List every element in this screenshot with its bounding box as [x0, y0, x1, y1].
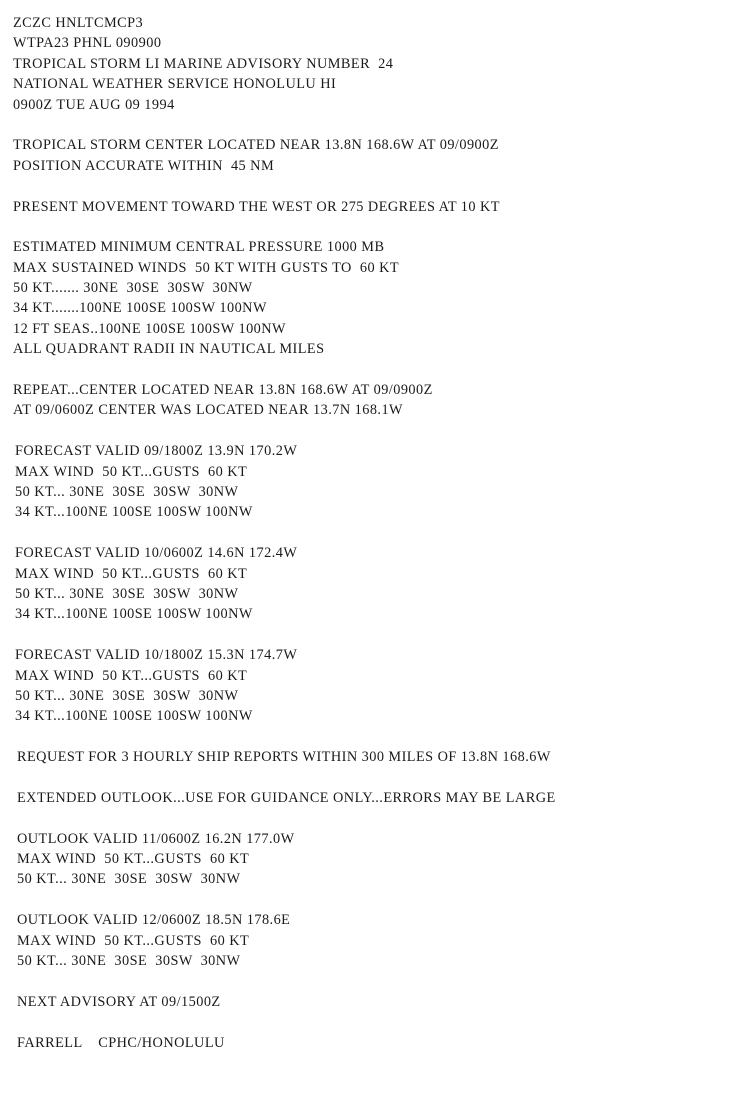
- advisory-line: ESTIMATED MINIMUM CENTRAL PRESSURE 1000 MB: [13, 239, 385, 256]
- advisory-line: FORECAST VALID 10/1800Z 15.3N 174.7W: [15, 647, 298, 664]
- advisory-line: 34 KT.......100NE 100SE 100SW 100NW: [13, 300, 267, 317]
- blank-line: [13, 217, 718, 237]
- blank-line: [13, 808, 718, 828]
- advisory-line: ZCZC HNLTCMCP3: [13, 15, 144, 31]
- advisory-line: 50 KT... 30NE 30SE 30SW 30NW: [15, 687, 239, 704]
- advisory-line: REPEAT...CENTER LOCATED NEAR 13.8N 168.6W AT 09/0900Z: [13, 382, 433, 399]
- blank-line: [13, 890, 718, 910]
- advisory-line: TROPICAL STORM LI MARINE ADVISORY NUMBER 24: [13, 55, 394, 72]
- advisory-line: FORECAST VALID 09/1800Z 13.9N 170.2W: [15, 443, 298, 460]
- advisory-line: MAX WIND 50 KT...GUSTS 60 KT: [17, 851, 250, 868]
- blank-line: [13, 523, 718, 543]
- blank-line: [13, 360, 718, 380]
- advisory-line: NEXT ADVISORY AT 09/1500Z: [17, 993, 221, 1010]
- advisory-line: PRESENT MOVEMENT TOWARD THE WEST OR 275 DEGREES AT 10 KT: [13, 198, 500, 215]
- blank-line: [13, 421, 718, 441]
- advisory-line: WTPA23 PHNL 090900: [13, 35, 162, 52]
- advisory-line: 50 KT... 30NE 30SE 30SW 30NW: [15, 483, 239, 500]
- advisory-line: OUTLOOK VALID 11/0600Z 16.2N 177.0W: [17, 830, 295, 847]
- blank-line: [13, 115, 718, 135]
- blank-line: [13, 176, 718, 196]
- advisory-line: 34 KT...100NE 100SE 100SW 100NW: [15, 708, 253, 725]
- advisory-line: FORECAST VALID 10/0600Z 14.6N 172.4W: [15, 545, 298, 562]
- blank-line: [13, 767, 718, 787]
- advisory-line: MAX SUSTAINED WINDS 50 KT WITH GUSTS TO 60 KT: [13, 259, 400, 276]
- advisory-line: 50 KT... 30NE 30SE 30SW 30NW: [17, 952, 241, 969]
- advisory-line: 50 KT... 30NE 30SE 30SW 30NW: [15, 585, 239, 602]
- advisory-line: REQUEST FOR 3 HOURLY SHIP REPORTS WITHIN 300 MILES OF 13.8N 168.6W: [17, 749, 551, 766]
- advisory-line: 50 KT....... 30NE 30SE 30SW 30NW: [13, 280, 253, 297]
- advisory-line: 0900Z TUE AUG 09 1994: [13, 96, 175, 113]
- advisory-line: MAX WIND 50 KT...GUSTS 60 KT: [15, 667, 248, 684]
- advisory-line: NATIONAL WEATHER SERVICE HONOLULU HI: [13, 76, 337, 93]
- advisory-line: TROPICAL STORM CENTER LOCATED NEAR 13.8N 168.6W AT 09/0900Z: [13, 137, 499, 154]
- advisory-line: OUTLOOK VALID 12/0600Z 18.5N 178.6E: [17, 912, 291, 929]
- advisory-line: 12 FT SEAS..100NE 100SE 100SW 100NW: [13, 320, 286, 337]
- advisory-line: MAX WIND 50 KT...GUSTS 60 KT: [17, 932, 250, 949]
- advisory-line: ALL QUADRANT RADII IN NAUTICAL MILES: [13, 341, 325, 358]
- advisory-line: 34 KT...100NE 100SE 100SW 100NW: [15, 606, 253, 623]
- advisory-line: AT 09/0600Z CENTER WAS LOCATED NEAR 13.7N 168.1W: [13, 402, 404, 419]
- blank-line: [13, 971, 718, 991]
- advisory-line: FARRELL CPHC/HONOLULU: [17, 1034, 225, 1051]
- advisory-line: 50 KT... 30NE 30SE 30SW 30NW: [17, 871, 241, 888]
- advisory-line: MAX WIND 50 KT...GUSTS 60 KT: [15, 565, 248, 582]
- blank-line: [13, 727, 718, 747]
- blank-line: [13, 625, 718, 645]
- blank-line: [13, 1012, 718, 1032]
- advisory-line: MAX WIND 50 KT...GUSTS 60 KT: [15, 463, 248, 480]
- advisory-line: POSITION ACCURATE WITHIN 45 NM: [13, 157, 275, 174]
- advisory-line: 34 KT...100NE 100SE 100SW 100NW: [15, 504, 253, 521]
- advisory-document: [13, 13, 718, 1053]
- advisory-line: EXTENDED OUTLOOK...USE FOR GUIDANCE ONLY...ERRORS MAY BE LARGE: [17, 789, 556, 806]
